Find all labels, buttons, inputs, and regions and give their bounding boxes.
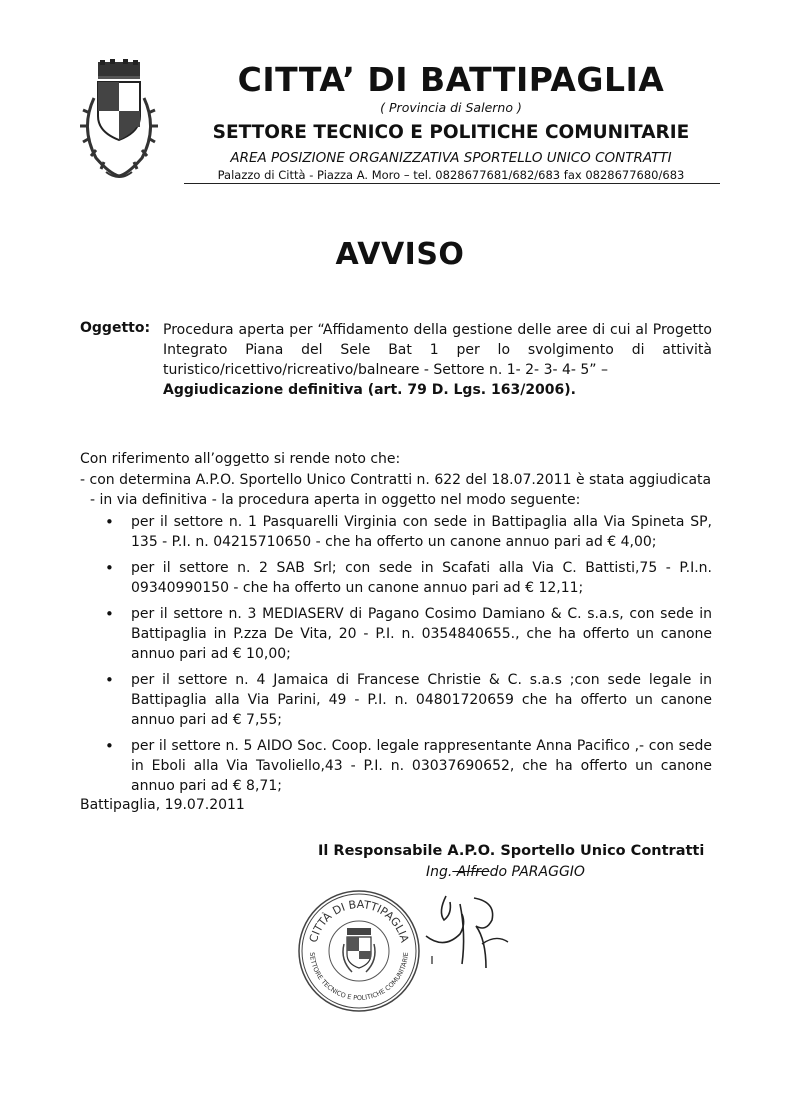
subject-award-note: Aggiudicazione definitiva (art. 79 D. Lgs. 163/2006).: [163, 382, 576, 398]
stamp-top-text: CITTÀ DI BATTIPAGLIA: [306, 897, 412, 944]
signatory-name-rest: do PARAGGIO: [489, 864, 585, 880]
signatory-role: Il Responsabile A.P.O. Sportello Unico Contratti: [318, 843, 705, 859]
signatory-title: Ing.: [426, 864, 453, 880]
list-item: [100, 558, 712, 598]
handwritten-signature: [416, 884, 526, 974]
list-item-text: per il settore n. 4 Jamaica di Francese Christie & C. s.a.s ;con sede legale in Battipaglia alla Via Parini, 49 - P.I. n. 04801720659 che ha offerto un canone annuo pari ad € 7,55;: [131, 672, 712, 728]
list-item: [100, 604, 712, 664]
document-title: AVVISO: [335, 237, 465, 272]
subject-label: Oggetto:: [80, 320, 151, 336]
list-item-text: per il settore n. 2 SAB Srl; con sede in Scafati alla Via C. Battisti,75 - P.I.n. 09340990150 - che ha offerto un canone annuo pari ad € 12,11;: [131, 560, 712, 596]
bullet-icon: •: [105, 671, 114, 689]
list-item-text: per il settore n. 1 Pasquarelli Virginia con sede in Battipaglia alla Via Spineta SP, 135 - P.I. n. 04215710650 - che ha offerto un canone annuo pari ad € 4,00;: [131, 514, 712, 550]
bullet-icon: •: [105, 513, 114, 531]
determination-paragraph: [80, 470, 712, 510]
intro-paragraph: Con riferimento all’oggetto si rende noto che:: [80, 451, 401, 467]
city-title: CITTA’ DI BATTIPAGLIA: [237, 60, 665, 99]
contact-address: Palazzo di Città - Piazza A. Moro – tel. 0828677681/682/683 fax 0828677680/683: [217, 168, 685, 182]
province-subtitle: ( Provincia di Salerno ): [380, 100, 522, 115]
list-item-text: per il settore n. 3 MEDIASERV di Pagano Cosimo Damiano & C. s.a.s, con sede in Battipaglia in P.zza De Vita, 20 - P.I. n. 0354840655., che ha offerto un canone annuo pari ad € 10,00;: [131, 606, 712, 662]
header-divider: [184, 183, 720, 184]
signatory-name: [426, 864, 585, 880]
sector-title: SETTORE TECNICO E POLITICHE COMUNITARIE: [212, 122, 690, 143]
subject-text: [163, 320, 712, 400]
list-item: [100, 670, 712, 730]
place-and-date: Battipaglia, 19.07.2011: [80, 797, 245, 813]
subject-body: Procedura aperta per “Affidamento della gestione delle aree di cui al Progetto Integrato Piana del Sele Bat 1 per lo svolgimento di attività turistico/ricettivo/ricreativo/balneare - Settore n. 1- 2- 3- 4- 5” –: [163, 322, 712, 378]
stamp-bottom-text: SETTORE TECNICO E POLITICHE COMUNITARIE: [307, 951, 411, 1003]
list-item: [100, 512, 712, 552]
determination-line-2: - in via definitiva - la procedura aperta in oggetto nel modo seguente:: [90, 492, 581, 508]
coat-of-arms-icon: [76, 58, 162, 186]
bullet-icon: •: [105, 737, 114, 755]
determination-line-1: - con determina A.P.O. Sportello Unico Contratti n. 622 del 18.07.2011 è stata aggiudicata: [80, 472, 712, 488]
award-list: [100, 512, 712, 802]
official-stamp-icon: [296, 888, 422, 1014]
list-item: [100, 736, 712, 796]
bullet-icon: •: [105, 559, 114, 577]
signatory-name-struck: Alfre: [452, 864, 490, 880]
list-item-text: per il settore n. 5 AIDO Soc. Coop. legale rappresentante Anna Pacifico ,- con sede in Eboli alla Via Tavoliello,43 - P.I. n. 03037690652, che ha offerto un canone annuo pari ad € 8,71;: [131, 738, 712, 794]
area-subtitle: AREA POSIZIONE ORGANIZZATIVA SPORTELLO UNICO CONTRATTI: [230, 150, 672, 166]
bullet-icon: •: [105, 605, 114, 623]
